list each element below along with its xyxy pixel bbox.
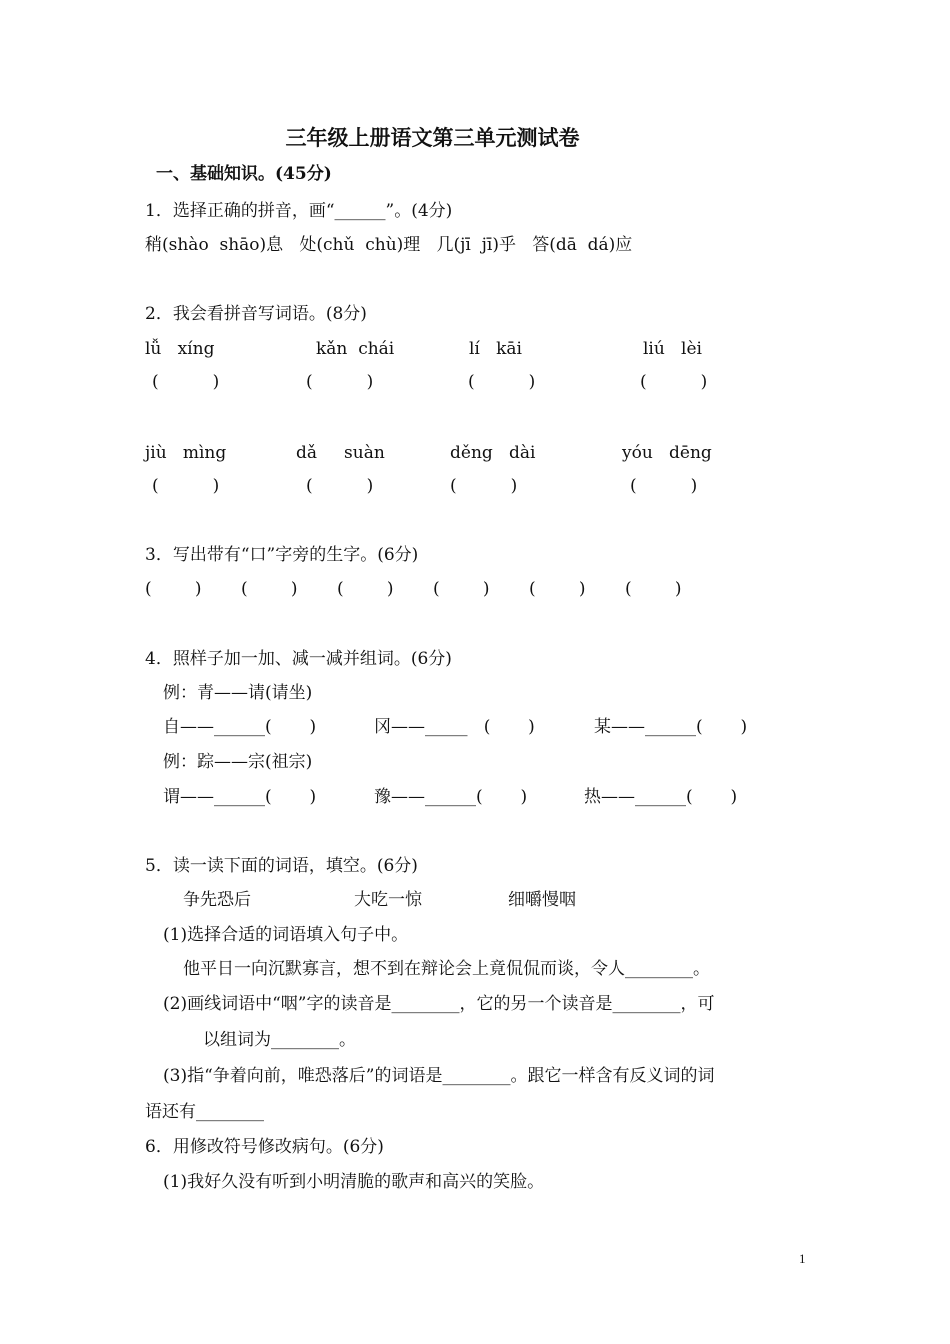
q5-part-2[interactable]: (2)画线词语中“咽”字的读音是________，它的另一个读音是________，可 — [163, 994, 715, 1014]
pinyin: dǎ suàn — [296, 443, 385, 463]
q5-part-2-cont[interactable]: 以组词为________。 — [203, 1030, 356, 1050]
q2-heading: 2．我会看拼音写词语。(8分) — [145, 304, 367, 324]
answer-blank[interactable]: ( ) — [241, 579, 298, 599]
example: 例：踪——宗(祖宗) — [163, 752, 313, 772]
q5-heading: 5．读一读下面的词语，填空。(6分) — [145, 856, 418, 876]
answer-blank[interactable]: ( ) — [152, 476, 220, 496]
answer-blank[interactable]: ( ) — [529, 579, 586, 599]
q4-item[interactable]: 谓——______( ) — [163, 787, 317, 807]
example: 例：青——请(请坐) — [163, 683, 313, 703]
q4-item[interactable]: 豫——______( ) — [374, 787, 528, 807]
section-heading: 一、基础知识。(45分) — [156, 164, 332, 184]
answer-blank[interactable]: ( ) — [145, 579, 202, 599]
pinyin: jiù mìng — [145, 443, 227, 463]
answer-blank[interactable]: ( ) — [468, 372, 536, 392]
q4-item[interactable]: 冈——_____ ( ) — [374, 717, 535, 737]
pinyin: děng dài — [450, 443, 536, 463]
answer-blank[interactable]: ( ) — [625, 579, 682, 599]
answer-blank[interactable]: ( ) — [640, 372, 708, 392]
q6-heading: 6．用修改符号修改病句。(6分) — [145, 1137, 384, 1157]
q5-part-3[interactable]: (3)指“争着向前，唯恐落后”的词语是________。跟它一样含有反义词的词 — [163, 1066, 715, 1086]
answer-blank[interactable]: ( ) — [306, 476, 374, 496]
answer-blank[interactable]: ( ) — [152, 372, 220, 392]
word: 大吃一惊 — [354, 890, 422, 910]
q5-part-1: (1)选择合适的词语填入句子中。 — [163, 925, 409, 945]
pinyin: lǚ xíng — [145, 339, 215, 359]
q4-item[interactable]: 热——______( ) — [584, 787, 738, 807]
q4-item[interactable]: 自——______( ) — [163, 717, 317, 737]
answer-blank[interactable]: ( ) — [630, 476, 698, 496]
q1-options: 稍(shào shāo)息 处(chǔ chù)理 几(jī jī)乎 答(dā dá)应 — [145, 235, 633, 255]
word: 争先恐后 — [183, 890, 251, 910]
answer-blank[interactable]: ( ) — [337, 579, 394, 599]
q3-heading: 3．写出带有“口”字旁的生字。(6分) — [145, 545, 419, 565]
pinyin: liú lèi — [643, 339, 702, 359]
answer-blank[interactable]: ( ) — [433, 579, 490, 599]
pinyin: yóu dēng — [622, 443, 712, 463]
pinyin: lí kāi — [469, 339, 522, 359]
q5-sentence[interactable]: 他平日一向沉默寡言，想不到在辩论会上竟侃侃而谈，令人________。 — [183, 959, 710, 979]
q4-heading: 4．照样子加一加、减一减并组词。(6分) — [145, 649, 452, 669]
q4-item[interactable]: 某——______( ) — [594, 717, 748, 737]
word: 细嚼慢咽 — [508, 890, 576, 910]
page-number: 1 — [799, 1251, 806, 1266]
q1-heading: 1．选择正确的拼音，画“______”。(4分) — [145, 201, 453, 221]
answer-blank[interactable]: ( ) — [450, 476, 518, 496]
pinyin: kǎn chái — [316, 339, 395, 359]
q5-part-3-cont[interactable]: 语还有________ — [145, 1102, 264, 1122]
page-title: 三年级上册语文第三单元测试卷 — [285, 125, 580, 150]
q6-part-1: (1)我好久没有听到小明清脆的歌声和高兴的笑脸。 — [163, 1172, 545, 1192]
answer-blank[interactable]: ( ) — [306, 372, 374, 392]
